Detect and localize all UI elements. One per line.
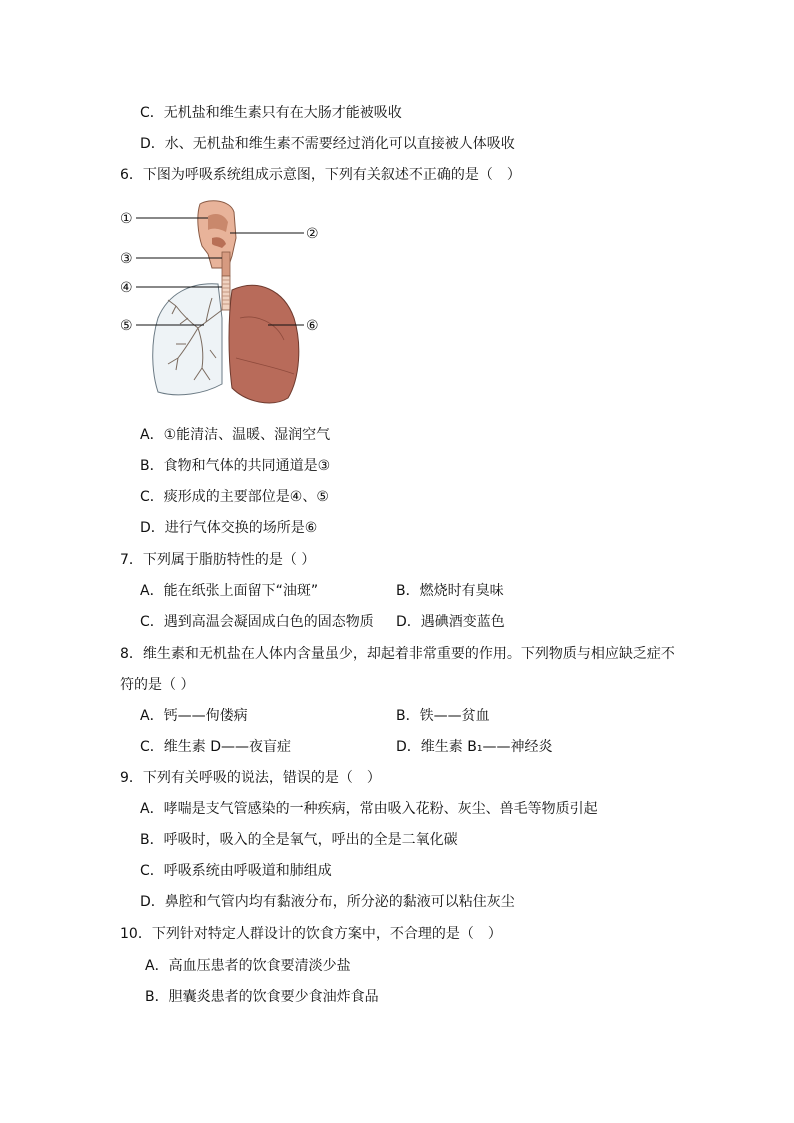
line-q5d: D．水、无机盐和维生素不需要经过消化可以直接被人体吸收	[140, 136, 515, 152]
option-10b: B．胆囊炎患者的饮食要少食油炸食品	[145, 989, 379, 1005]
question-9: 9．下列有关呼吸的说法，错误的是（ ）	[120, 770, 381, 786]
option-7c: C．遇到高温会凝固成白色的固态物质	[140, 614, 374, 630]
option-7a: A．能在纸张上面留下“油斑”	[140, 583, 319, 599]
option-7d: D．遇碘酒变蓝色	[396, 614, 505, 630]
option-10a: A．高血压患者的饮食要清淡少盐	[145, 958, 351, 974]
label-4: ④	[120, 280, 133, 296]
option-7b: B．燃烧时有臭味	[396, 583, 504, 599]
line-q5c: C．无机盐和维生素只有在大肠才能被吸收	[140, 105, 402, 121]
option-8b: B．铁——贫血	[396, 708, 490, 724]
option-6c: C．痰形成的主要部位是④、⑤	[140, 489, 329, 505]
question-8-line-1: 8．维生素和无机盐在人体内含量虽少，却起着非常重要的作用。下列物质与相应缺乏症不	[120, 646, 675, 662]
option-8d: D．维生素 B₁——神经炎	[396, 739, 553, 755]
question-6: 6．下图为呼吸系统组成示意图，下列有关叙述不正确的是（ ）	[120, 167, 521, 183]
label-5: ⑤	[120, 318, 133, 334]
label-1: ①	[120, 211, 133, 227]
question-10: 10．下列针对特定人群设计的饮食方案中，不合理的是（ ）	[120, 926, 502, 942]
respiratory-system-diagram	[118, 198, 332, 412]
right-lung	[229, 285, 299, 403]
option-6a: A．①能清洁、温暖、湿润空气	[140, 427, 331, 443]
label-3: ③	[120, 251, 133, 267]
option-6b: B．食物和气体的共同通道是③	[140, 458, 331, 474]
option-9c: C．呼吸系统由呼吸道和肺组成	[140, 863, 332, 879]
label-2: ②	[306, 226, 319, 242]
option-9b: B．呼吸时，吸入的全是氧气，呼出的全是二氧化碳	[140, 832, 458, 848]
option-6d: D．进行气体交换的场所是⑥	[140, 520, 318, 536]
option-9d: D．鼻腔和气管内均有黏液分布，所分泌的黏液可以粘住灰尘	[140, 894, 515, 910]
question-7: 7．下列属于脂肪特性的是（ ）	[120, 552, 316, 568]
option-8a: A．钙——佝偻病	[140, 708, 248, 724]
option-9a: A．哮喘是支气管感染的一种疾病，常由吸入花粉、灰尘、兽毛等物质引起	[140, 801, 598, 817]
option-8c: C．维生素 D——夜盲症	[140, 739, 292, 755]
question-8-line-2: 符的是（ ）	[120, 677, 195, 693]
label-6: ⑥	[306, 318, 319, 334]
